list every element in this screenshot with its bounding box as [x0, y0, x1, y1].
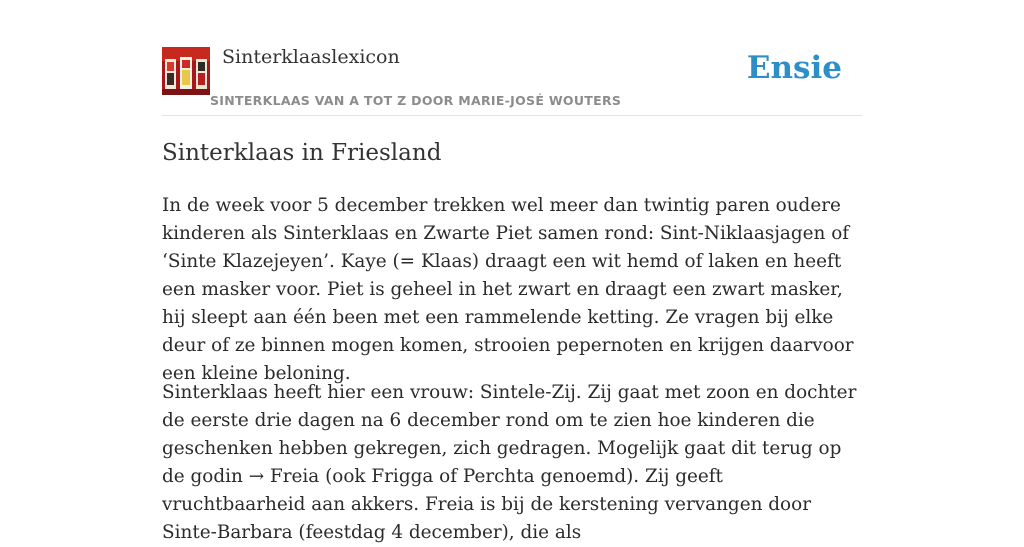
- article-paragraph: In de week voor 5 december trekken wel meer dan twintig paren oudere kinderen als Sinterklaas en Zwarte Piet samen rond: Sint-Niklaasjagen of ‘Sinte Klazejeyen’. Kaye (= Klaas) draagt een wit hemd of laken en heeft een masker voor. Piet is geheel in het zwart en draagt een zwart masker, hij sleept aan één been met een rammelende ketting. Ze vragen bij elke deur of ze binnen mogen komen, strooien pepernoten en krijgen daarvoor een kleine beloning.: [162, 195, 854, 384]
- site-tagline: SINTERKLAAS VAN A TOT Z DOOR MARIE-JOSÉ WOUTERS: [210, 93, 622, 108]
- site-name[interactable]: Sinterklaaslexicon: [222, 46, 400, 68]
- ensie-logo[interactable]: Ensie: [746, 50, 842, 86]
- avatar-image: [162, 47, 210, 95]
- site-avatar[interactable]: [162, 47, 210, 95]
- page-title: Sinterklaas in Friesland: [162, 140, 442, 166]
- site-header: [162, 0, 862, 116]
- page-container: [162, 0, 862, 543]
- article-paragraph: Sinterklaas heeft hier een vrouw: Sintele-Zij. Zij gaat met zoon en dochter de eerste drie dagen na 6 december rond om te zien hoe kinderen die geschenken hebben gekregen, zich gedragen. Mogelijk gaat dit terug op de godin → Freia (ook Frigga of Perchta genoemd). Zij geeft vruchtbaarheid aan akkers. Freia is bij de kerstening vervangen door Sinte-Barbara (feestdag 4 december), die als: [162, 382, 857, 543]
